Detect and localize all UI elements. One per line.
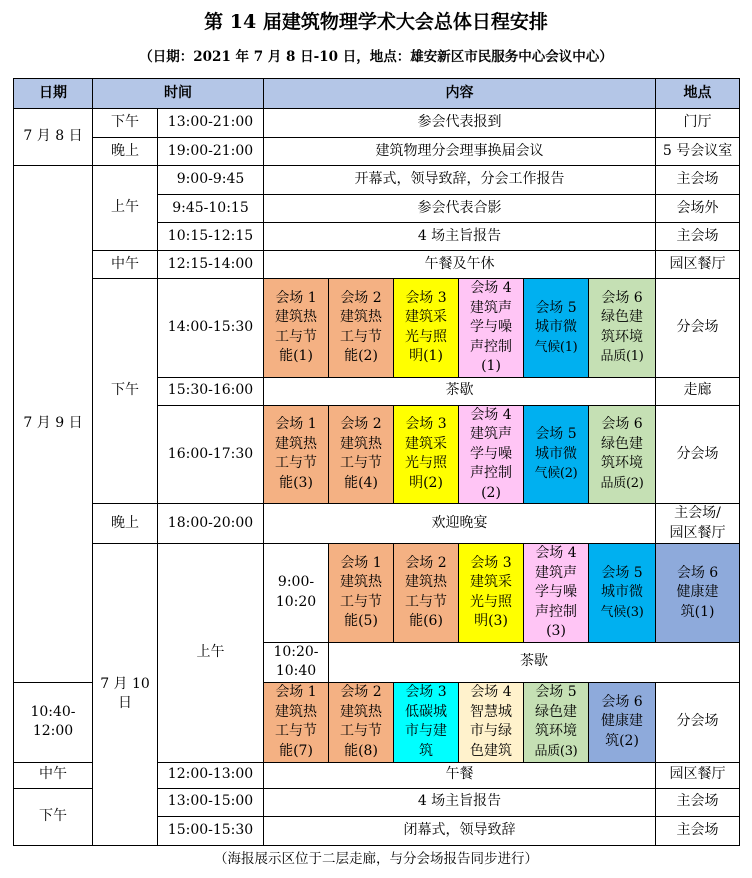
- table-row: [14, 544, 740, 643]
- period-cell: 中午: [14, 762, 93, 788]
- header-row: [14, 79, 740, 109]
- session-cell: 会场 1 建筑热 工与节 能(1): [264, 279, 329, 378]
- table-row: [14, 504, 740, 544]
- session-cell: 会场 4 建筑声 学与噪 声控制 (1): [459, 279, 524, 378]
- session-cell: 会场 1 建筑热 工与节 能(3): [264, 405, 329, 504]
- period-cell: 中午: [93, 251, 158, 279]
- location-cell: 主会场: [656, 788, 740, 816]
- time-cell: 9:45-10:15: [158, 195, 264, 223]
- time-cell: 15:00-15:30: [158, 816, 264, 845]
- session-cell: 会场 5 城市微 气候(3): [589, 544, 656, 643]
- page-title: 第 14 届建筑物理学术大会总体日程安排: [204, 11, 548, 33]
- session-cell: 会场 2 建筑热 工与节 能(2): [329, 279, 394, 378]
- period-cell: 下午: [14, 788, 93, 845]
- content-cell: 开幕式，领导致辞，分会工作报告: [264, 166, 656, 195]
- page-subtitle: （日期：2021 年 7 月 8 日-10 日，地点：雄安新区市民服务中心会议中心）: [139, 49, 613, 65]
- session-cell: 会场 1 建筑热 工与节 能(7): [264, 682, 329, 762]
- time-cell: 9:00-9:45: [158, 166, 264, 195]
- date-cell: 7 月 9 日: [14, 166, 93, 683]
- session-cell: 会场 5 城市微 气候(2): [524, 405, 589, 504]
- footer-note: （海报展示区位于二层走廊，与分会场报告同步进行）: [214, 851, 538, 867]
- location-cell: 主会场: [656, 223, 740, 251]
- content-cell: 4 场主旨报告: [264, 788, 656, 816]
- location-cell: 分会场: [656, 279, 740, 378]
- content-cell: 欢迎晚宴: [264, 504, 656, 544]
- time-cell: 13:00-15:00: [158, 788, 264, 816]
- time-cell: 14:00-15:30: [158, 279, 264, 378]
- table-row: [14, 279, 740, 378]
- period-cell: 上午: [93, 166, 158, 251]
- time-cell: 13:00-21:00: [158, 109, 264, 138]
- location-cell: 主会场: [656, 166, 740, 195]
- time-cell: 18:00-20:00: [158, 504, 264, 544]
- header-time: 时间: [93, 79, 264, 109]
- header-date: 日期: [14, 79, 93, 109]
- time-cell: 19:00-21:00: [158, 138, 264, 166]
- content-cell: 闭幕式，领导致辞: [264, 816, 656, 845]
- period-cell: 上午: [158, 544, 264, 763]
- session-cell: 会场 2 建筑热 工与节 能(6): [394, 544, 459, 643]
- session-cell: 会场 6 绿色建 筑环境 品质(2): [589, 405, 656, 504]
- content-cell: 建筑物理分会理事换届会议: [264, 138, 656, 166]
- session-cell: 会场 3 建筑采 光与照 明(2): [394, 405, 459, 504]
- schedule-table: [13, 78, 740, 846]
- period-cell: 晚上: [93, 138, 158, 166]
- session-cell: 会场 6 健康建 筑(2): [589, 682, 656, 762]
- table-row: [14, 251, 740, 279]
- content-cell: 午餐: [264, 762, 656, 788]
- session-cell: 会场 4 建筑声 学与噪 声控制 (3): [524, 544, 589, 643]
- location-cell: 会场外: [656, 195, 740, 223]
- location-cell: 园区餐厅: [656, 762, 740, 788]
- session-cell: 会场 3 建筑采 光与照 明(1): [394, 279, 459, 378]
- content-cell: 参会代表报到: [264, 109, 656, 138]
- content-cell: 参会代表合影: [264, 195, 656, 223]
- location-cell: 园区餐厅: [656, 251, 740, 279]
- time-cell: 10:15-12:15: [158, 223, 264, 251]
- time-cell: 12:00-13:00: [158, 762, 264, 788]
- location-cell: 主会场: [656, 816, 740, 845]
- period-cell: 晚上: [93, 504, 158, 544]
- location-cell: 分会场: [656, 405, 740, 504]
- time-cell: 15:30-16:00: [158, 377, 264, 405]
- date-cell: 7 月 10 日: [93, 544, 158, 846]
- session-cell: 会场 3 低碳城 市与建 筑: [394, 682, 459, 762]
- header-content: 内容: [264, 79, 656, 109]
- session-cell: 会场 4 智慧城 市与绿 色建筑: [459, 682, 524, 762]
- date-cell: 7 月 8 日: [14, 109, 93, 166]
- session-cell: 会场 4 建筑声 学与噪 声控制 (2): [459, 405, 524, 504]
- session-cell: 会场 2 建筑热 工与节 能(4): [329, 405, 394, 504]
- location-cell: 门厅: [656, 109, 740, 138]
- table-row: [14, 109, 740, 138]
- session-cell: 会场 6 绿色建 筑环境 品质(1): [589, 279, 656, 378]
- time-cell: 9:00-10:20: [264, 544, 329, 643]
- location-cell: 主会场/ 园区餐厅: [656, 504, 740, 544]
- time-cell: 16:00-17:30: [158, 405, 264, 504]
- session-cell: 会场 1 建筑热 工与节 能(5): [329, 544, 394, 643]
- time-cell: 10:40-12:00: [14, 682, 93, 762]
- content-cell: 茶歇: [329, 642, 740, 682]
- period-cell: 下午: [93, 279, 158, 504]
- session-cell: 会场 6 健康建 筑(1): [656, 544, 740, 643]
- location-cell: 5 号会议室: [656, 138, 740, 166]
- session-cell: 会场 3 建筑采 光与照 明(3): [459, 544, 524, 643]
- header-location: 地点: [656, 79, 740, 109]
- table-row: [14, 138, 740, 166]
- content-cell: 午餐及午休: [264, 251, 656, 279]
- location-cell: 走廊: [656, 377, 740, 405]
- time-cell: 12:15-14:00: [158, 251, 264, 279]
- time-cell: 10:20-10:40: [264, 642, 329, 682]
- content-cell: 4 场主旨报告: [264, 223, 656, 251]
- period-cell: 下午: [93, 109, 158, 138]
- session-cell: 会场 5 城市微 气候(1): [524, 279, 589, 378]
- session-cell: 会场 2 建筑热 工与节 能(8): [329, 682, 394, 762]
- table-row: [14, 166, 740, 195]
- location-cell: 分会场: [656, 682, 740, 762]
- content-cell: 茶歇: [264, 377, 656, 405]
- session-cell: 会场 5 绿色建 筑环境 品质(3): [524, 682, 589, 762]
